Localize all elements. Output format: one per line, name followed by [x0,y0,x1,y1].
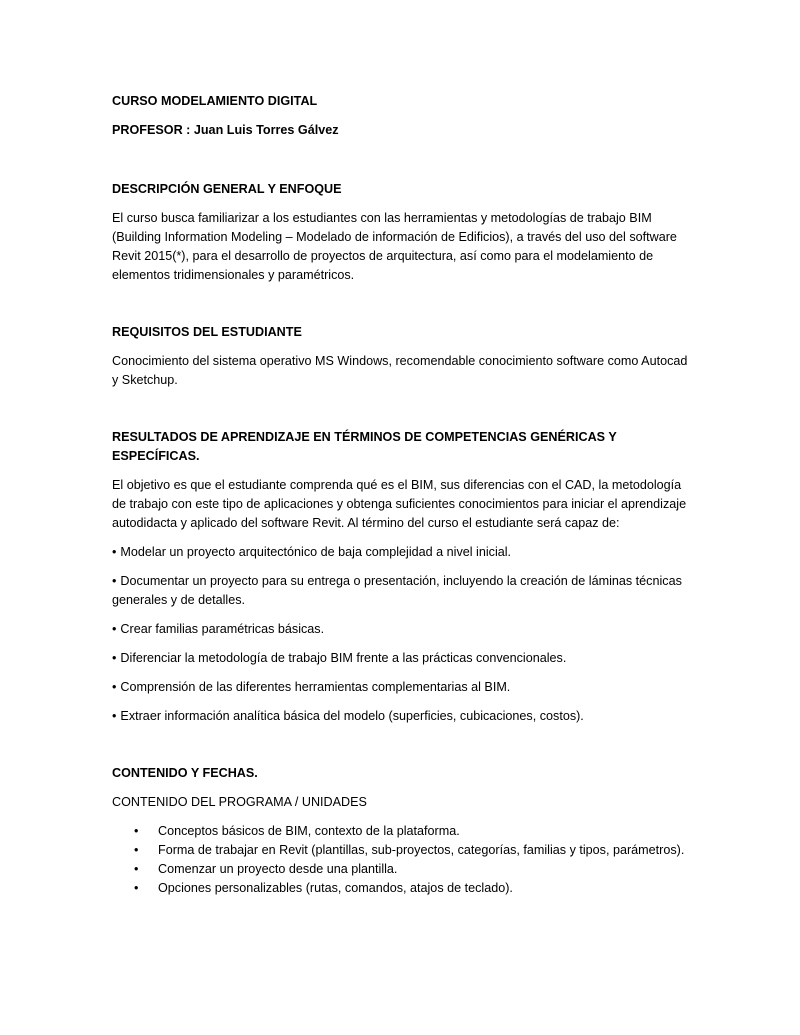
outcome-item [112,649,692,668]
outcome-item-text: Comprensión de las diferentes herramientas complementarias al BIM. [120,680,511,694]
outcome-item-text: Modelar un proyecto arquitectónico de baja complejidad a nivel inicial. [120,545,512,559]
professor-line: PROFESOR : Juan Luis Torres Gálvez [112,123,339,137]
unit-item-text: Forma de trabajar en Revit (plantillas, sub-proyectos, categorías, familias y tipos, parámetros). [158,843,685,857]
outcome-item-text: Documentar un proyecto para su entrega o presentación, incluyendo la creación de láminas técnicas generales y de detalles. [112,574,682,607]
unit-item [134,860,692,879]
description-text: El curso busca familiarizar a los estudiantes con las herramientas y metodologías de trabajo BIM (Building Information Modeling – Modelado de información de Edificios), a través del uso del software Revit 2015(*), para el desarrollo de proyectos de arquitectura, así como para el modelamiento de elementos tridimensionales y paramétricos. [112,211,677,282]
unit-item [134,822,692,841]
outcome-item [112,572,692,610]
bullet-icon: • [134,862,139,876]
content-subheading: CONTENIDO DEL PROGRAMA / UNIDADES [112,795,367,809]
document-page [112,92,692,898]
requirements-text: Conocimiento del sistema operativo MS Windows, recomendable conocimiento software como Autocad y Sketchup. [112,354,688,387]
bullet-icon: • [112,574,117,588]
unit-item-text: Opciones personalizables (rutas, comandos, atajos de teclado). [158,881,513,895]
bullet-icon: • [134,881,139,895]
requirements-heading: REQUISITOS DEL ESTUDIANTE [112,325,302,339]
outcome-item [112,707,692,726]
bullet-icon: • [112,651,117,665]
description-heading: DESCRIPCIÓN GENERAL Y ENFOQUE [112,182,342,196]
bullet-icon: • [112,622,117,636]
outcome-item [112,620,692,639]
course-title: CURSO MODELAMIENTO DIGITAL [112,94,318,108]
bullet-icon: • [112,680,117,694]
unit-item-text: Comenzar un proyecto desde una plantilla. [158,862,398,876]
bullet-icon: • [112,709,117,723]
outcomes-intro: El objetivo es que el estudiante comprenda qué es el BIM, sus diferencias con el CAD, la metodología de trabajo con este tipo de aplicaciones y obtenga suficientes conocimientos para iniciar el aprendizaje autodidacta y aplicado del software Revit. Al término del curso el estudiante será capaz de: [112,478,687,530]
unit-list [112,822,692,898]
unit-item-text: Conceptos básicos de BIM, contexto de la plataforma. [158,824,460,838]
unit-item [134,841,692,860]
outcomes-heading: RESULTADOS DE APRENDIZAJE EN TÉRMINOS DE COMPETENCIAS GENÉRICAS Y ESPECÍFICAS. [112,430,617,463]
unit-item [134,879,692,898]
content-heading: CONTENIDO Y FECHAS. [112,766,258,780]
bullet-icon: • [112,545,117,559]
outcome-item-text: Crear familias paramétricas básicas. [120,622,325,636]
outcome-item [112,678,692,697]
outcome-item-text: Extraer información analítica básica del modelo (superficies, cubicaciones, costos). [120,709,584,723]
outcome-item-text: Diferenciar la metodología de trabajo BIM frente a las prácticas convencionales. [120,651,567,665]
bullet-icon: • [134,843,139,857]
outcome-item [112,543,692,562]
bullet-icon: • [134,824,139,838]
